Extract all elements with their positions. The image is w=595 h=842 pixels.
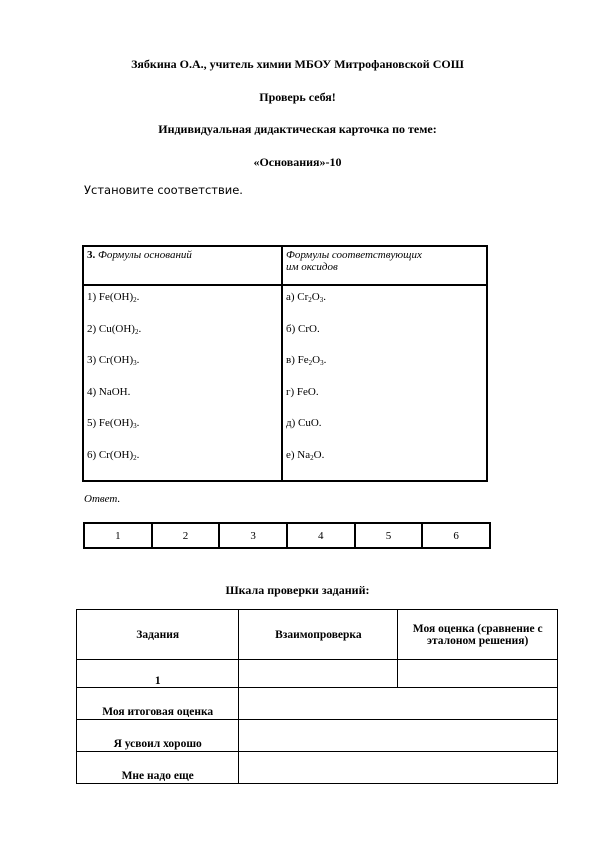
base-item: 1) $Fe(OH)_2$. bbox=[87, 291, 140, 304]
final-grade-cell[interactable] bbox=[239, 688, 558, 720]
final-grade-label: Моя итоговая оценка bbox=[77, 688, 239, 720]
card-title: Индивидуальная дидактическая карточка по теме: bbox=[158, 122, 437, 136]
instruction-text: Установите соответствие. bbox=[84, 183, 243, 197]
answer-table bbox=[83, 522, 491, 549]
oxide-item: г) FeO. bbox=[286, 385, 319, 398]
author-line: Зябкина О.А., учитель химии МБОУ Митрофановской СОШ bbox=[131, 57, 464, 71]
answer-cell[interactable]: 5 bbox=[355, 523, 423, 548]
bases-header: Формулы оснований bbox=[98, 249, 192, 261]
base-item: 6) $Cr(OH)_2$. bbox=[87, 448, 140, 462]
scale-title: Шкала проверки заданий: bbox=[225, 583, 370, 597]
oxide-item: а) $Cr_2O_3$. bbox=[286, 291, 326, 304]
header-peer-check: Взаимопроверка bbox=[239, 610, 398, 660]
oxide-item: д) CuO. bbox=[286, 417, 322, 429]
scale-table bbox=[76, 609, 558, 784]
check-yourself-heading: Проверь себя! bbox=[259, 90, 336, 104]
answer-label: Ответ. bbox=[84, 493, 121, 505]
bases-header-cell bbox=[83, 246, 282, 285]
oxides-list bbox=[282, 285, 487, 481]
oxides-header-line2: им оксидов bbox=[286, 261, 338, 273]
base-item: 4) NaOH. bbox=[87, 385, 131, 398]
learned-well-cell[interactable] bbox=[239, 720, 558, 752]
header-tasks: Задания bbox=[77, 610, 239, 660]
answer-cell[interactable]: 4 bbox=[287, 523, 355, 548]
oxide-item: б) CrO. bbox=[286, 322, 320, 335]
peer-check-cell[interactable] bbox=[239, 660, 398, 688]
need-more-label: Мне надо еще bbox=[77, 752, 239, 784]
oxides-header-line1: Формулы соответствующих bbox=[286, 249, 422, 261]
answer-cell[interactable]: 1 bbox=[115, 529, 121, 542]
header-self-grade: Моя оценка (сравнение с эталоном решения) bbox=[398, 610, 558, 660]
answer-cell[interactable]: 2 bbox=[152, 523, 220, 548]
answer-cell[interactable]: 3 bbox=[219, 523, 287, 548]
bases-list bbox=[83, 285, 282, 481]
topic-title: «Основания»-10 bbox=[253, 155, 342, 169]
base-item: 5) $Fe(OH)_3$. bbox=[87, 417, 140, 430]
answer-cell[interactable]: 6 bbox=[422, 523, 490, 548]
oxides-header-cell bbox=[282, 246, 487, 285]
task-number: 3. bbox=[87, 249, 96, 261]
self-grade-cell[interactable] bbox=[398, 660, 558, 688]
learned-well-label: Я усвоил хорошо bbox=[77, 720, 239, 752]
base-item: 2) $Cu(OH)_2$. bbox=[87, 322, 142, 336]
matching-table bbox=[82, 245, 488, 482]
base-item: 3) $Cr(OH)_3$. bbox=[87, 354, 140, 367]
task-number-cell: 1 bbox=[77, 660, 239, 688]
oxide-item: в) $Fe_2O_3$. bbox=[286, 354, 327, 367]
need-more-cell[interactable] bbox=[239, 752, 558, 784]
oxide-item: е) $Na_2O$. bbox=[286, 448, 325, 462]
